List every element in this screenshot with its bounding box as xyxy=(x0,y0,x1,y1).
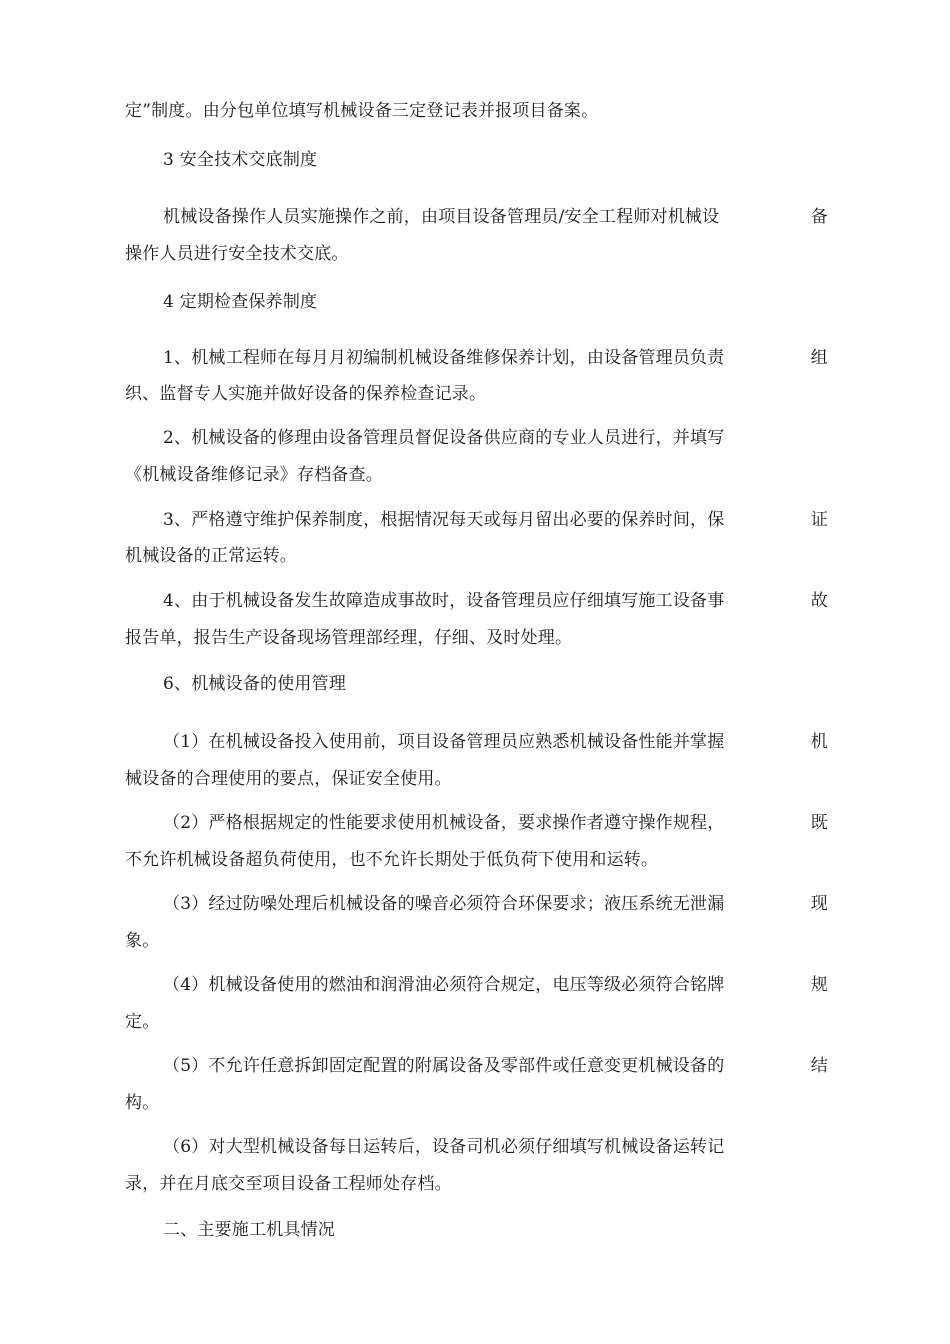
text-segment: （2）严格根据规定的性能要求使用机械设备，要求操作者遵守操作规程， xyxy=(163,813,725,833)
text-segment: （1）在机械设备投入使用前，项目设备管理员应熟悉机械设备性能并掌握 xyxy=(163,732,725,752)
text-line: 不允许机械设备超负荷使用，也不允许长期处于低负荷下使用和运转。 xyxy=(125,850,659,870)
paragraph-line xyxy=(163,730,828,754)
text-line: 操作人员进行安全技术交底。 xyxy=(125,244,349,264)
text-segment: 现 xyxy=(810,894,828,914)
paragraph-line xyxy=(163,589,828,613)
text-line: 录，并在月底交至项目设备工程师处存档。 xyxy=(125,1174,452,1194)
section-heading: 二、主要施工机具情况 xyxy=(163,1220,335,1240)
text-segment: 4、由于机械设备发生故障造成事故时，设备管理员应仔细填写施工设备事 xyxy=(163,591,725,611)
paragraph-line xyxy=(163,973,828,997)
text-line: 织、监督专人实施并做好设备的保养检查记录。 xyxy=(125,384,487,404)
text-line: 《机械设备维修记录》存档备查。 xyxy=(125,465,383,485)
text-line: 械设备的合理使用的要点，保证安全使用。 xyxy=(125,769,452,789)
text-segment: 备 xyxy=(810,207,828,227)
text-line: 2、机械设备的修理由设备管理员督促设备供应商的专业人员进行，并填写 xyxy=(163,428,725,448)
text-line: 定”制度。由分包单位填写机械设备三定登记表并报项目备案。 xyxy=(125,101,599,121)
text-segment: （5）不允许任意拆卸固定配置的附属设备及零部件或任意变更机械设备的 xyxy=(163,1056,725,1076)
text-line: 定。 xyxy=(125,1012,160,1032)
paragraph-line xyxy=(163,508,828,532)
paragraph-line xyxy=(163,346,828,370)
text-segment: 3、严格遵守维护保养制度，根据情况每天或每月留出必要的保养时间，保 xyxy=(163,510,725,530)
text-segment: 结 xyxy=(810,1056,828,1076)
section-heading: 6、机械设备的使用管理 xyxy=(163,674,347,694)
paragraph-line xyxy=(163,892,828,916)
text-line: 报告单，报告生产设备现场管理部经理，仔细、及时处理。 xyxy=(125,628,573,648)
text-line: 机械设备的正常运转。 xyxy=(125,546,297,566)
paragraph-line xyxy=(163,811,828,835)
text-segment: （4）机械设备使用的燃油和润滑油必须符合规定，电压等级必须符合铭牌 xyxy=(163,975,725,995)
text-segment: 既 xyxy=(810,813,828,833)
text-segment: 机 xyxy=(810,732,828,752)
text-segment: 故 xyxy=(810,591,828,611)
text-segment: 证 xyxy=(810,510,828,530)
section-heading: 4 定期检查保养制度 xyxy=(163,292,318,312)
text-segment: 组 xyxy=(810,348,828,368)
section-heading: 3 安全技术交底制度 xyxy=(163,150,318,170)
text-line: （6）对大型机械设备每日运转后，设备司机必须仔细填写机械设备运转记 xyxy=(163,1137,725,1157)
paragraph-line xyxy=(163,1054,828,1078)
text-segment: 机械设备操作人员实施操作之前，由项目设备管理员/安全工程师对机械设 xyxy=(163,207,720,227)
text-segment: （3）经过防噪处理后机械设备的噪音必须符合环保要求；液压系统无泄漏 xyxy=(163,894,725,914)
text-line: 象。 xyxy=(125,931,160,951)
paragraph-line xyxy=(163,205,828,229)
text-segment: 规 xyxy=(810,975,828,995)
text-line: 构。 xyxy=(125,1093,160,1113)
text-segment: 1、机械工程师在每月月初编制机械设备维修保养计划，由设备管理员负责 xyxy=(163,348,725,368)
